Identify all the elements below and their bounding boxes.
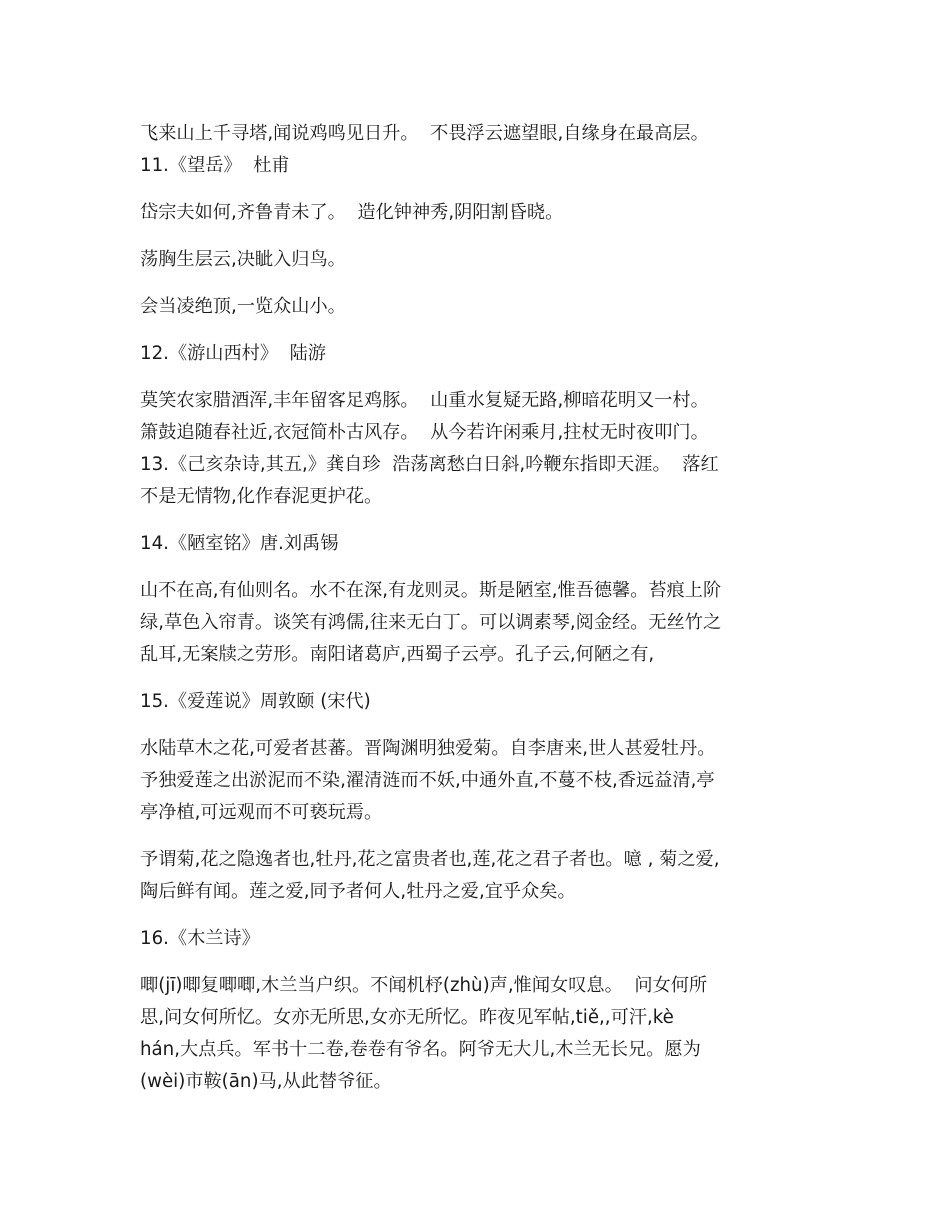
text-line: 陶后鲜有闻。莲之爱,同予者何人,牡丹之爱,宜乎众矣。 [140,881,576,902]
document-page [140,118,820,1098]
text-line: 乱耳,无案牍之劳形。南阳诸葛庐,西蜀子云亭。孔子云,何陋之有, [140,644,655,665]
poem-heading: 16.《木兰诗》 [140,928,260,949]
text-line: 岱宗夫如何,齐鲁青未了。 造化钟神秀,阴阳割昏晓。 [140,202,564,223]
text-line: 予独爱莲之出淤泥而不染,濯清涟而不妖,中通外直,不蔓不枝,香远益清,亭 [140,770,715,791]
text-line: 予谓菊,花之隐逸者也,牡丹,花之富贵者也,莲,花之君子者也。噫 , 菊之爱, [140,849,720,870]
text-line: (wèi)市鞍(ān)马,从此替爷征。 [140,1071,392,1092]
paragraph-gap [140,671,820,686]
text-line: 水陆草木之花,可爱者甚蕃。晋陶渊明独爱菊。自李唐来,世人甚爱牡丹。 [140,738,716,759]
text-line: 箫鼓追随春社近,衣冠简朴古风存。 从今若许闲乘月,拄杖无时夜叩门。 [140,422,709,443]
paragraph-gap [140,908,820,923]
paragraph-gap [140,276,820,291]
text-line: hán,大点兵。军书十二卷,卷卷有爷名。阿爷无大儿,木兰无长兄。愿为 [140,1039,701,1060]
paragraph-gap [140,955,820,970]
paragraph-gap [140,370,820,385]
text-line: 思,问女何所忆。女亦无所思,女亦无所忆。昨夜见军帖,tiě,,可汗,kè [140,1007,674,1028]
paragraph-gap [140,229,820,244]
poem-heading: 15.《爱莲说》周敦颐 (宋代) [140,691,371,712]
text-line: 莫笑农家腊酒浑,丰年留客足鸡豚。 山重水复疑无路,柳暗花明又一村。 [140,390,709,411]
paragraph-gap [140,560,820,575]
paragraph-gap [140,513,820,528]
text-line: 亭净植,可远观而不可亵玩焉。 [140,802,383,823]
text-line: 荡胸生层云,决眦入归鸟。 [140,249,346,270]
paragraph-gap [140,718,820,733]
text-line: 绿,草色入帘青。谈笑有鸿儒,往来无白丁。可以调素琴,阅金经。无丝竹之 [140,612,722,633]
text-line: 会当凌绝顶,一览众山小。 [140,296,346,317]
text-line: 不是无情物,化作春泥更护花。 [140,486,383,507]
poem-heading: 13.《己亥杂诗,其五,》龚自珍 浩荡离愁白日斜,吟鞭东指即天涯。 落红 [140,454,719,475]
text-line: 唧(jī)唧复唧唧,木兰当户织。不闻机杼(zhù)声,惟闻女叹息。 问女何所 [140,975,708,996]
poem-heading: 11.《望岳》 杜甫 [140,155,290,176]
poem-heading: 12.《游山西村》 陆游 [140,343,326,364]
text-line: 飞来山上千寻塔,闻说鸡鸣见日升。 不畏浮云遮望眼,自缘身在最高层。 [140,123,709,144]
paragraph-gap [140,182,820,197]
paragraph-gap [140,323,820,338]
poem-heading: 14.《陋室铭》唐.刘禹锡 [140,533,339,554]
paragraph-gap [140,829,820,844]
text-line: 山不在高,有仙则名。水不在深,有龙则灵。斯是陋室,惟吾德馨。苔痕上阶 [140,580,722,601]
